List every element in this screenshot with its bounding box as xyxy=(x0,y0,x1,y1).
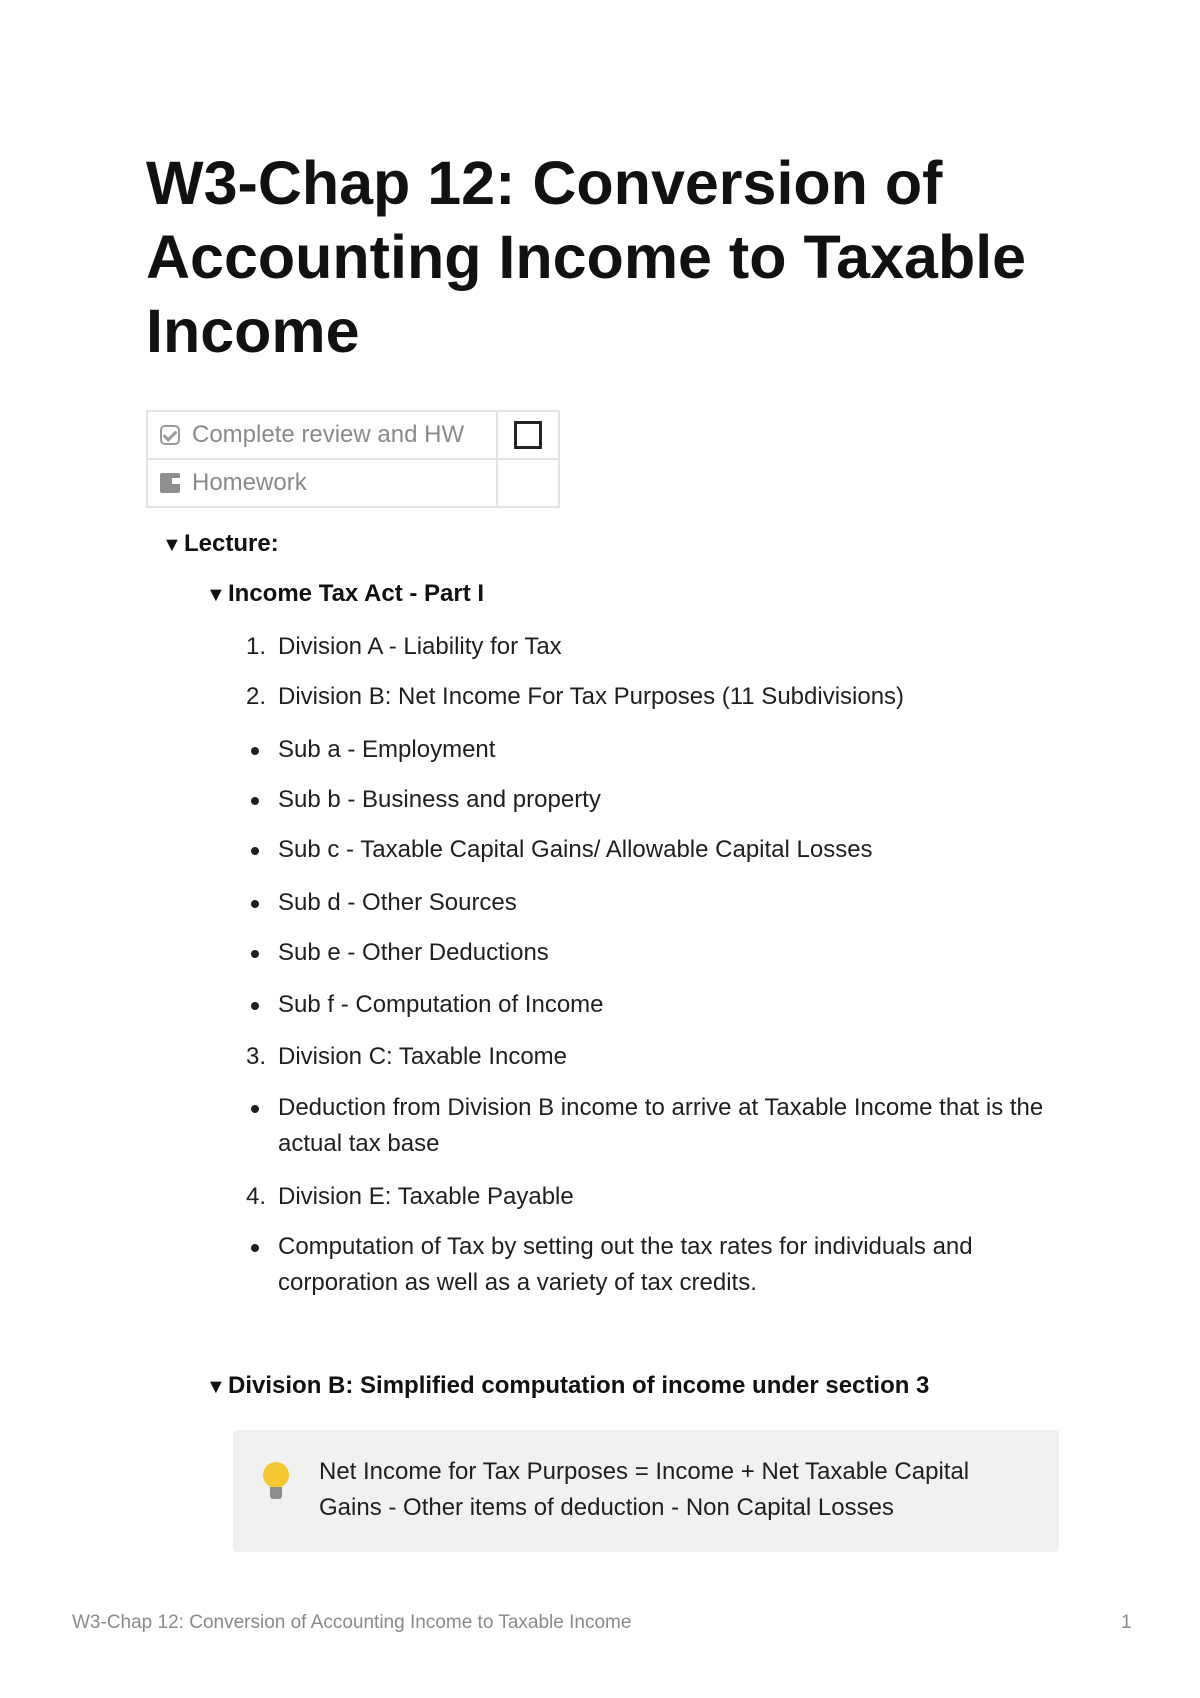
list-item-text: Division C: Taxable Income xyxy=(278,1043,568,1070)
toggle-income-tax-act[interactable] xyxy=(206,579,484,610)
bulleted-list-item xyxy=(246,935,1076,971)
triangle-down-icon[interactable]: ▼ xyxy=(162,534,182,556)
list-item-text: Division B: Net Income For Tax Purposes (11 Subdivisions) xyxy=(278,683,905,710)
callout-text: Net Income for Tax Purposes = Income + Net Taxable Capital Gains - Other items of deduction - Non Capital Losses xyxy=(319,1458,970,1521)
lightbulb-icon xyxy=(263,1462,289,1502)
list-number: 4. xyxy=(246,1183,267,1210)
bullet-dot-icon xyxy=(251,1105,259,1113)
toggle-label: Income Tax Act - Part I xyxy=(228,580,485,607)
bulleted-list-item xyxy=(246,885,1076,921)
bulleted-list-item xyxy=(246,1229,1076,1301)
toggle-label: Division B: Simplified computation of income under section 3 xyxy=(228,1372,930,1399)
list-item-text: Sub b - Business and property xyxy=(278,786,601,813)
bullet-dot-icon xyxy=(251,847,259,855)
bulleted-list-item xyxy=(246,987,1076,1023)
numbered-list-item xyxy=(246,1039,1076,1075)
property-row xyxy=(147,411,559,459)
bulleted-list-item xyxy=(246,732,1076,768)
relation-property-icon xyxy=(160,473,180,493)
list-number: 1. xyxy=(246,633,267,660)
property-value-cell[interactable] xyxy=(497,411,559,459)
triangle-down-icon[interactable]: ▼ xyxy=(206,1376,226,1398)
numbered-list-item xyxy=(246,629,1076,665)
property-label: Complete review and HW xyxy=(192,421,465,448)
bullet-dot-icon xyxy=(251,950,259,958)
list-item-text: Sub c - Taxable Capital Gains/ Allowable Capital Losses xyxy=(278,836,873,863)
list-item-text: Sub d - Other Sources xyxy=(278,889,517,916)
list-item-text: Division A - Liability for Tax xyxy=(278,633,562,660)
bullet-dot-icon xyxy=(251,797,259,805)
bullet-dot-icon xyxy=(251,747,259,755)
footer-page-number: 1 xyxy=(1121,1612,1132,1633)
list-number: 3. xyxy=(246,1043,267,1070)
bullet-dot-icon xyxy=(251,900,259,908)
list-item-text: Sub a - Employment xyxy=(278,736,496,763)
bulleted-list-item xyxy=(246,1090,1076,1162)
property-label: Homework xyxy=(192,469,307,496)
list-item-text: Sub e - Other Deductions xyxy=(278,939,549,966)
property-row xyxy=(147,459,559,507)
bullet-dot-icon xyxy=(251,1002,259,1010)
list-item-text: Sub f - Computation of Income xyxy=(278,991,604,1018)
triangle-down-icon[interactable]: ▼ xyxy=(206,584,226,606)
property-value-cell[interactable] xyxy=(497,459,559,507)
callout-box xyxy=(233,1430,1059,1552)
property-name-cell xyxy=(147,459,497,507)
footer-title: W3-Chap 12: Conversion of Accounting Income to Taxable Income xyxy=(72,1612,632,1633)
checkbox-property-icon xyxy=(160,425,180,445)
toggle-division-b[interactable] xyxy=(206,1371,929,1402)
list-item-text: Division E: Taxable Payable xyxy=(278,1183,574,1210)
numbered-list-item xyxy=(246,679,1076,715)
property-name-cell xyxy=(147,411,497,459)
bulleted-list-item xyxy=(246,782,1076,818)
unchecked-checkbox[interactable] xyxy=(514,421,542,449)
page-title: W3-Chap 12: Conversion of Accounting Income to Taxable Income xyxy=(146,149,1027,365)
bulleted-list-item xyxy=(246,832,1076,868)
toggle-label: Lecture: xyxy=(184,530,279,557)
list-number: 2. xyxy=(246,683,267,710)
bullet-dot-icon xyxy=(251,1244,259,1252)
properties-table xyxy=(146,410,560,508)
list-item-text: Computation of Tax by setting out the tax rates for individuals and corporation as well as a variety of tax credits. xyxy=(278,1233,973,1296)
list-item-text: Deduction from Division B income to arrive at Taxable Income that is the actual tax base xyxy=(278,1094,1044,1157)
numbered-list-item xyxy=(246,1179,1076,1215)
toggle-lecture[interactable] xyxy=(162,529,279,560)
